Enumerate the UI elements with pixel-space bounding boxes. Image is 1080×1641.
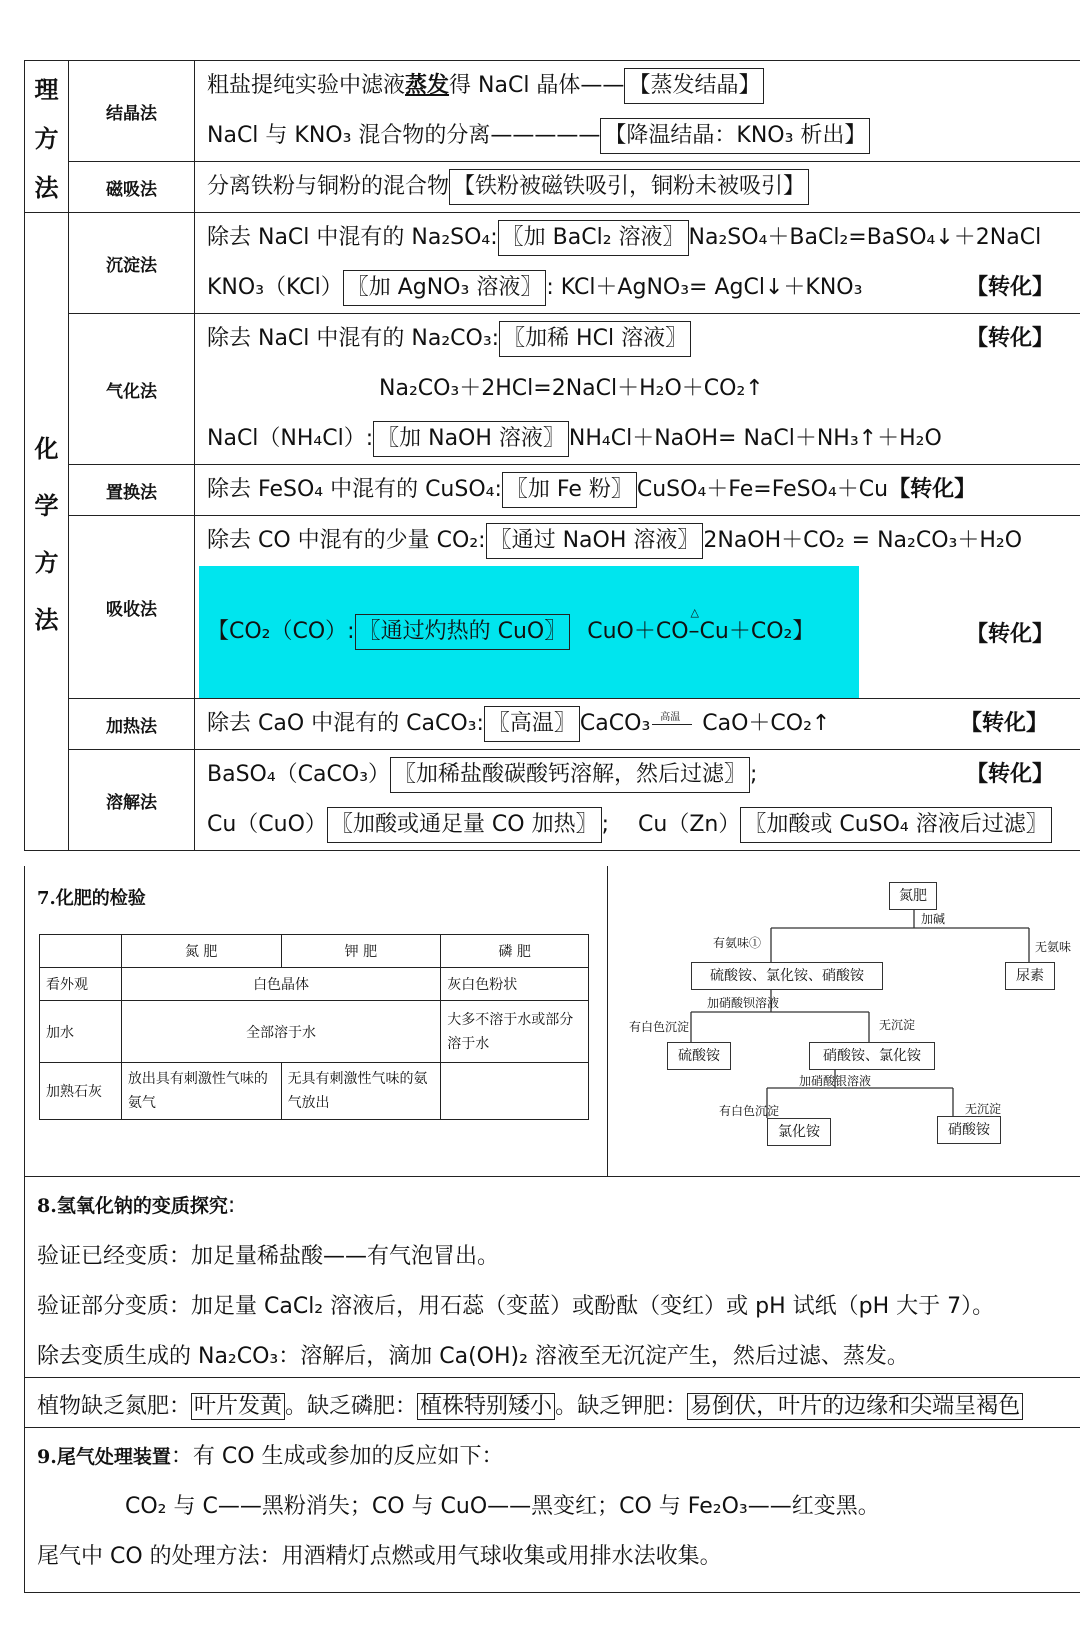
text: 除去 CO 中混有的少量 CO₂:: [207, 528, 486, 553]
answer-box: 〖加 BaCl₂ 溶液〗: [498, 220, 689, 256]
answer-box: 【蒸发结晶】: [624, 68, 764, 104]
table-cell: 加水: [40, 1001, 122, 1063]
equation: CaCO₃: [579, 711, 651, 736]
fertilizer-flowchart: [607, 866, 1080, 1176]
answer-box: 叶片发黄: [191, 1393, 285, 1420]
content-precipitation: [195, 213, 1080, 314]
method-precipitation: 沉淀法: [69, 213, 195, 314]
category-char: 法: [34, 173, 59, 202]
conversion-tag: 【转化】: [965, 275, 1054, 300]
node-nitrogen-fertilizer: 氮肥: [889, 882, 937, 910]
plant-deficiency-line: [37, 1389, 1023, 1420]
step-label: 加硝酸银溶液: [799, 1074, 872, 1088]
equation: Na₂SO₄＋BaCl₂=BaSO₄↓＋2NaCl: [688, 225, 1042, 250]
sec9-heading-line: [37, 1439, 504, 1470]
sec9-line: 尾气中 CO 的处理方法：用酒精灯点燃或用气球收集或用排水法收集。: [37, 1544, 722, 1569]
table-header: 钾 肥: [281, 935, 441, 968]
divider: [25, 1427, 1080, 1428]
text: 除去 CaO 中混有的 CaCO₃:: [207, 711, 484, 736]
answer-box: 【降温结晶：KNO₃ 析出】: [600, 118, 870, 154]
heat-condition: △: [690, 606, 699, 619]
conversion-tag: 【转化】: [965, 762, 1054, 787]
equation: CuO＋CO: [587, 619, 689, 644]
branch-label: 有氨味①: [713, 936, 762, 950]
text: 。缺乏钾肥：: [555, 1394, 688, 1419]
conversion-tag: 【转化】: [965, 326, 1054, 351]
branch-label: 无沉淀: [965, 1102, 1002, 1116]
equation: CaO＋CO₂↑: [702, 711, 831, 736]
method-heating: 加热法: [69, 699, 195, 750]
node-nitrate-chloride: 硝酸铵、氯化铵: [809, 1042, 935, 1070]
branch-label: 无沉淀: [879, 1018, 916, 1032]
method-absorption: 吸收法: [69, 516, 195, 699]
content-gasification: [195, 314, 1080, 465]
node-urea: 尿素: [1005, 962, 1055, 990]
separation-methods-table: [24, 60, 1080, 851]
table-cell: 白色晶体: [121, 968, 440, 1001]
text: 粗盐提纯实验中滤液: [207, 73, 406, 98]
branch-label: 有白色沉淀: [719, 1104, 780, 1118]
bottom-notes: [24, 1176, 1080, 1593]
category-char: 理: [34, 75, 59, 104]
sec8-line: 除去变质生成的 Na₂CO₃：溶解后，滴加 Ca(OH)₂ 溶液至无沉淀产生，然后过滤、蒸发。: [37, 1344, 909, 1369]
table-header: 磷 肥: [441, 935, 589, 968]
highlight-block: 【CO₂（CO）: 〖通过灼热的 CuO〗 CuO＋CO △ –Cu＋CO₂】: [199, 566, 859, 698]
table-cell: 灰白色粉状: [441, 968, 589, 1001]
conversion-tag: 【转化】: [965, 622, 1054, 647]
text: ; Cu（Zn）: [601, 812, 741, 837]
table-cell: [441, 1063, 589, 1120]
node-ammonium-chloride: 氯化铵: [767, 1118, 831, 1146]
answer-box: 易倒伏，叶片的边缘和尖端呈褐色: [687, 1393, 1023, 1420]
table-cell: 看外观: [40, 968, 122, 1001]
equation: Cu＋CO₂】: [699, 619, 815, 644]
bold-word: 蒸发: [405, 73, 450, 98]
category-char: 方: [34, 547, 59, 577]
answer-box: 〖加 AgNO₃ 溶液〗: [343, 270, 547, 306]
text: 分离铁粉与铜粉的混合物: [207, 174, 450, 199]
equation: Na₂CO₃＋2HCl=2NaCl＋H₂O＋CO₂↑: [379, 376, 764, 401]
method-crystallization: 结晶法: [69, 61, 195, 162]
table-cell: 大多不溶于水或部分溶于水: [441, 1001, 589, 1063]
text: :: [227, 1193, 236, 1218]
content-heating: [195, 699, 1080, 750]
branch-label: 无氨味: [1035, 940, 1072, 954]
text: Cu（CuO）: [207, 812, 327, 837]
sec8-line: 验证已经变质：加足量稀盐酸——有气泡冒出。: [37, 1244, 500, 1269]
table-cell: 放出具有刺激性气味的氨气: [121, 1063, 281, 1120]
step-label: 加硝酸钡溶液: [707, 996, 780, 1010]
answer-box: 植株特别矮小: [417, 1393, 555, 1420]
answer-box: 〖高温〗: [484, 706, 580, 742]
equation: 2NaOH＋CO₂ = Na₂CO₃＋H₂O: [703, 528, 1023, 553]
content-absorption: [195, 516, 1080, 699]
answer-box: 〖加稀盐酸碳酸钙溶解，然后过滤〗: [390, 757, 750, 793]
category-chemical: [25, 213, 69, 851]
conversion-tag: 【转化】: [888, 477, 977, 502]
text: 除去 NaCl 中混有的 Na₂SO₄:: [207, 225, 498, 250]
sec8-line: 验证部分变质：加足量 CaCl₂ 溶液后，用石蕊（变蓝）或酚酞（变红）或 pH 试纸（pH 大于 7）。: [37, 1294, 995, 1319]
node-ammonium-sulfate: 硫酸铵: [667, 1042, 731, 1070]
method-replacement: 置换法: [69, 465, 195, 516]
section-heading: 7.化肥的检验: [37, 888, 146, 909]
answer-box: 〖通过灼热的 CuO〗: [355, 614, 571, 650]
content-crystallization: [195, 61, 1080, 162]
answer-box: 〖加酸或通足量 CO 加热〗: [327, 807, 602, 843]
text: 得 NaCl 晶体——: [449, 73, 625, 98]
node-ammonium-salts: 硫酸铵、氯化铵、硝酸铵: [691, 962, 883, 990]
category-char: 法: [34, 604, 59, 634]
content-magnetic: [195, 162, 1080, 213]
category-char: 方: [34, 124, 59, 153]
table-cell: 无具有刺激性气味的氨气放出: [281, 1063, 441, 1120]
divider: [25, 1377, 1080, 1378]
conversion-tag: 【转化】: [959, 711, 1048, 736]
text: NaCl（NH₄Cl）:: [207, 426, 374, 451]
text: KNO₃（KCl）: [207, 275, 343, 300]
answer-box: 【铁粉被磁铁吸引，铜粉未被吸引】: [449, 169, 809, 205]
heat-condition: 高温: [660, 711, 681, 723]
text: ：有 CO 生成或参加的反应如下：: [170, 1444, 504, 1469]
text: 。缺乏磷肥：: [285, 1394, 418, 1419]
content-replacement: [195, 465, 1080, 516]
node-ammonium-nitrate: 硝酸铵: [937, 1116, 1001, 1144]
equation: : KCl＋AgNO₃= AgCl↓＋KNO₃: [546, 275, 863, 300]
answer-box: 〖加稀 HCl 溶液〗: [499, 321, 691, 357]
equation: CuSO₄＋Fe=FeSO₄＋Cu: [636, 477, 889, 502]
answer-box: 〖通过 NaOH 溶液〗: [486, 523, 704, 559]
fertilizer-table: [39, 934, 589, 1120]
text: BaSO₄（CaCO₃）: [207, 762, 391, 787]
table-header: 氮 肥: [121, 935, 281, 968]
text: 除去 FeSO₄ 中混有的 CuSO₄:: [207, 477, 502, 502]
table-cell: 全部溶于水: [121, 1001, 440, 1063]
text: 植物缺乏氮肥：: [37, 1394, 192, 1419]
text: 【CO₂（CO）:: [207, 619, 355, 644]
fertilizer-test-section: [24, 866, 608, 1176]
table-cell: 加熟石灰: [40, 1063, 122, 1120]
method-dissolution: 溶解法: [69, 750, 195, 851]
step-label: 加碱: [921, 912, 946, 926]
table-header: [40, 935, 122, 968]
category-char: 学: [34, 490, 59, 520]
method-gasification: 气化法: [69, 314, 195, 465]
category-char: 化: [34, 433, 59, 463]
method-magnetic: 磁吸法: [69, 162, 195, 213]
equation: NH₄Cl＋NaOH= NaCl＋NH₃↑＋H₂O: [568, 426, 942, 451]
text: 除去 NaCl 中混有的 Na₂CO₃:: [207, 326, 500, 351]
answer-box: 〖加酸或 CuSO₄ 溶液后过滤〗: [740, 807, 1051, 843]
branch-label: 有白色沉淀: [629, 1020, 690, 1034]
sec8-heading-line: [37, 1191, 235, 1218]
section-heading: 8.氢氧化钠的变质探究: [37, 1195, 228, 1217]
category-physical: [25, 61, 69, 213]
answer-box: 〖加 NaOH 溶液〗: [373, 421, 569, 457]
section-heading: 9.尾气处理装置: [37, 1446, 171, 1468]
content-dissolution: [195, 750, 1080, 851]
text: NaCl 与 KNO₃ 混合物的分离—————: [207, 123, 601, 148]
text: ;: [750, 762, 758, 787]
answer-box: 〖加 Fe 粉〗: [502, 472, 637, 508]
sec9-line: CO₂ 与 C——黑粉消失；CO 与 CuO——黑变红；CO 与 Fe₂O₃——红变黑。: [125, 1494, 880, 1519]
